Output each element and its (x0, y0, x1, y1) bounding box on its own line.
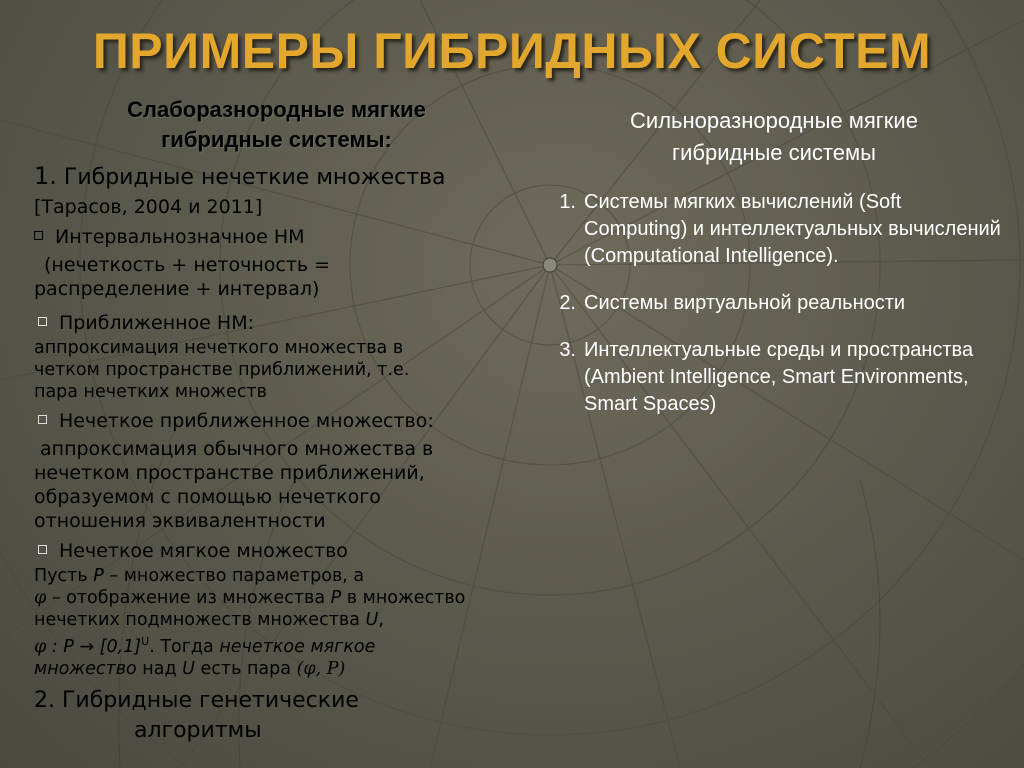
left-header (34, 95, 519, 155)
list-item: 3. Интеллектуальные среды и пространства (Ambient Intelligence, Smart Environments, Smart Spaces) (559, 339, 974, 415)
b4-line3: нечетких подмножеств множества U, (34, 610, 384, 630)
square-bullet-icon (34, 231, 43, 240)
b4-line1: Пусть P – множество параметров, а (34, 566, 365, 586)
citation: [Тарасов, 2004 и 2011] (34, 196, 263, 218)
square-bullet-icon (38, 317, 47, 326)
b3-desc-line1: аппроксимация обычного множества в (40, 438, 434, 460)
b1-desc-line1: (нечеткость + неточность = (44, 254, 331, 276)
page-title: ПРИМЕРЫ ГИБРИДНЫХ СИСТЕМ (92, 23, 932, 79)
left-header-line1: Слаборазнородные мягкие (127, 97, 426, 122)
b4-line2: φ – отображение из множества P в множество (34, 588, 466, 608)
square-bullet-icon (38, 415, 47, 424)
right-numbered-list (538, 189, 1008, 418)
right-column (538, 105, 1008, 438)
b4-line5: множество над U есть пара (φ, P) (34, 658, 346, 679)
item1-heading (34, 161, 519, 193)
bullet-approx-fuzzy (34, 311, 519, 335)
bullet-fuzzy-soft (34, 539, 519, 563)
item2-line1: 2. Гибридные генетические (34, 687, 359, 713)
b2-desc-line3: пара нечетких множеств (34, 382, 267, 402)
b2-desc-line1: аппроксимация нечеткого множества в (34, 338, 404, 358)
bullet-fuzzy-rough (34, 409, 519, 433)
bullet-label: Приближенное НМ: (59, 312, 254, 334)
item1-text: Гибридные нечеткие множества (63, 165, 446, 190)
left-column (34, 95, 519, 746)
bullet-label: Интервальнозначное НМ (55, 226, 305, 248)
right-header (540, 105, 1008, 169)
bullet-interval-fuzzy (34, 225, 519, 249)
square-bullet-icon (38, 545, 47, 554)
bullet-label: Нечеткое мягкое множество (59, 540, 348, 562)
bullet-label: Нечеткое приближенное множество: (59, 410, 434, 432)
b3-desc-line2: нечетком пространстве приближений, (34, 462, 425, 484)
item1-number: 1. (34, 162, 57, 190)
b3-desc-line4: отношения эквивалентности (34, 510, 326, 532)
item2-line2: алгоритмы (134, 717, 262, 743)
b3-desc-line3: образуемом с помощью нечеткого (34, 486, 381, 508)
b2-desc-line2: четком пространстве приближений, т.е. (34, 360, 410, 380)
right-header-line1: Сильноразнородные мягкие (630, 108, 918, 133)
list-item: 1. Системы мягких вычислений (Soft Computing) и интеллектуальных вычислений (Computational Intelligence). (559, 191, 1001, 267)
right-header-line2: гибридные системы (672, 140, 876, 165)
b1-desc-line2: распределение + интервал) (34, 278, 320, 300)
list-item: 2. Системы виртуальной реальности (559, 292, 906, 314)
b4-line4: φ : $P \to [0,1]^U$. Тогда нечеткое мягкое (34, 635, 376, 657)
left-header-line2: гибридные системы: (161, 127, 392, 152)
